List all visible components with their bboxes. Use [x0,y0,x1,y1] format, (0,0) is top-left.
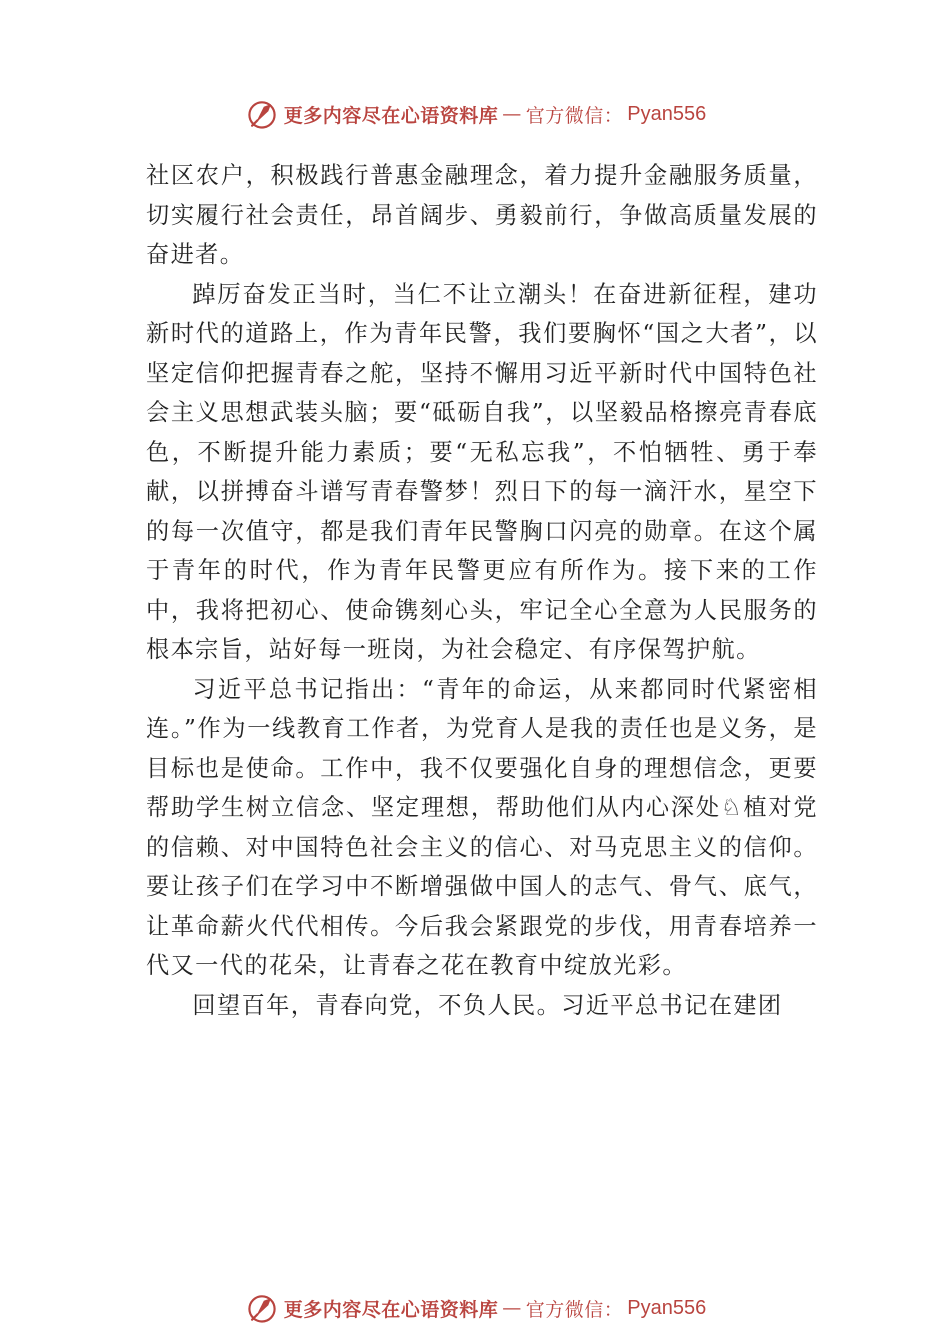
watermark-site-name: 更多内容尽在心语资料库 [283,104,499,127]
paragraph-1: 社区农户，积极践行普惠金融理念，着力提升金融服务质量，切实履行社会责任，昂首阔步、勇毅前行，争做高质量发展的奋进者。 [146,162,818,268]
watermark-wechat-id: Pyan556 [627,1296,707,1319]
watermark-separator: — [502,1297,522,1319]
pen-nib-circle-icon [244,1290,280,1326]
document-body [146,156,818,1025]
watermark-wechat-id: Pyan556 [627,102,707,125]
watermark-brand-footer [244,1290,707,1326]
page-header-watermark [0,92,950,136]
watermark-separator: — [502,103,522,125]
watermark-wechat-label: 官方微信： [525,104,624,127]
paragraph-4: 回望百年，青春向党，不负人民。习近平总书记在建团 [192,991,783,1019]
paragraph-3: 习近平总书记指出：“青年的命运，从来都同时代紧密相连。”作为一线教育工作者，为党育人是我的责任也是义务，是目标也是使命。工作中，我不仅要强化自身的理想信念，更要帮助学生树立信念、坚定理想，帮助他们从内心深处♘植对党的信赖、对中国特色社会主义的信心、对马克思主义的信仰。要让孩子们在学习中不断增强做中国人的志气、骨气、底气，让革命薪火代代相传。今后我会紧跟党的步伐，用青春培养一代又一代的花朵，让青春之花在教育中绽放光彩。 [146,675,818,979]
watermark-brand [244,96,707,132]
pen-nib-circle-icon [244,96,280,132]
page-footer-watermark [0,1286,950,1330]
watermark-wechat-label: 官方微信： [525,1298,624,1321]
watermark-site-name: 更多内容尽在心语资料库 [283,1298,499,1321]
paragraph-2: 踔厉奋发正当时，当仁不让立潮头！在奋进新征程，建功新时代的道路上，作为青年民警，我们要胸怀“国之大者”，以坚定信仰把握青春之舵，坚持不懈用习近平新时代中国特色社会主义思想武装头脑；要“砥砺自我”，以坚毅品格擦亮青春底色，不断提升能力素质；要“无私忘我”，不怕牺牲、勇于奉献，以拼搏奋斗谱写青春警梦！烈日下的每一滴汗水，星空下的每一次值守，都是我们青年民警胸口闪亮的勋章。在这个属于青年的时代，作为青年民警更应有所作为。接下来的工作中，我将把初心、使命镌刻心头，牢记全心全意为人民服务的根本宗旨，站好每一班岗，为社会稳定、有序保驾护航。 [146,280,818,663]
